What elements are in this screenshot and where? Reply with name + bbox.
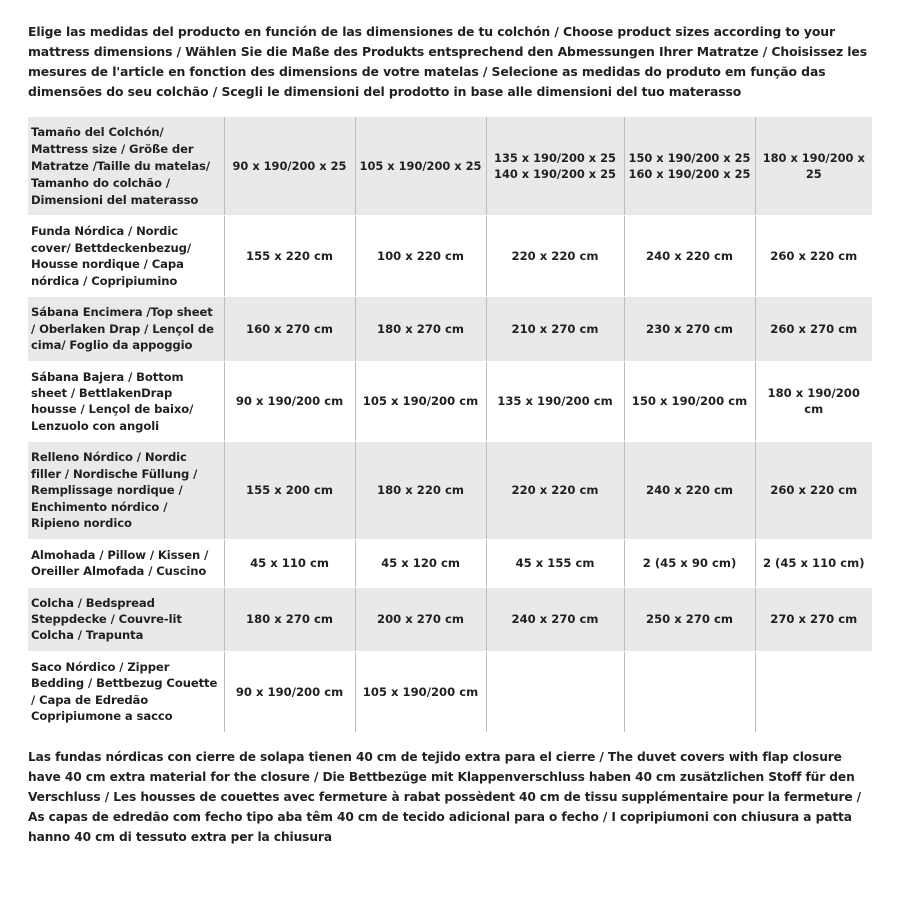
- table-row: [28, 539, 872, 587]
- row-cell: 45 x 155 cm: [486, 539, 624, 587]
- row-cell: 2 (45 x 110 cm): [755, 539, 872, 587]
- row-cell: 45 x 110 cm: [224, 539, 355, 587]
- row-cell: 100 x 220 cm: [355, 216, 486, 297]
- row-cell: 180 x 270 cm: [224, 587, 355, 651]
- row-cell: 180 x 190/200 cm: [755, 361, 872, 442]
- row-cell: 240 x 220 cm: [624, 442, 755, 539]
- header-rowhead: Tamaño del Colchón/ Mattress size / Größe der Matratze /Taille du matelas/ Tamanho do colchão / Dimensioni del materasso: [28, 117, 224, 216]
- row-label: Relleno Nórdico / Nordic filler / Nordische Füllung / Remplissage nordique / Enchimento nórdico / Ripieno nordico: [28, 442, 224, 539]
- intro-paragraph: Elige las medidas del producto en función de las dimensiones de tu colchón / Choose product sizes according to your mattress dimensions / Wählen Sie die Maße des Produkts entsprechend den Abmessungen Ihrer Matratze / Choisissez les mesures de l'article en fonction des dimensions de votre matelas / Selecione as medidas do produto em função das dimensões do seu colchão / Scegli le dimensioni del prodotto in base alle dimensioni del tuo materasso: [28, 24, 867, 100]
- header-col-4: [624, 117, 755, 216]
- row-cell: 260 x 220 cm: [755, 216, 872, 297]
- row-cell: 90 x 190/200 cm: [224, 361, 355, 442]
- row-cell: 260 x 220 cm: [755, 442, 872, 539]
- row-cell: 260 x 270 cm: [755, 297, 872, 361]
- header-col-2: 105 x 190/200 x 25: [355, 117, 486, 216]
- row-cell: 220 x 220 cm: [486, 442, 624, 539]
- row-label: Funda Nórdica / Nordic cover/ Bettdeckenbezug/ Housse nordique / Capa nórdica / Copripiumino: [28, 216, 224, 297]
- row-cell: 250 x 270 cm: [624, 587, 755, 651]
- row-cell: 240 x 270 cm: [486, 587, 624, 651]
- header-col-4-line1: 150 x 190/200 x 25: [628, 151, 751, 166]
- header-col-3: [486, 117, 624, 216]
- row-cell: 45 x 120 cm: [355, 539, 486, 587]
- row-cell: 135 x 190/200 cm: [486, 361, 624, 442]
- row-cell: [486, 651, 624, 732]
- row-cell: 105 x 190/200 cm: [355, 651, 486, 732]
- row-cell: 180 x 220 cm: [355, 442, 486, 539]
- row-cell: 155 x 200 cm: [224, 442, 355, 539]
- row-cell: 220 x 220 cm: [486, 216, 624, 297]
- mattress-size-table: [28, 116, 872, 732]
- row-label: Colcha / Bedspread Steppdecke / Couvre-lit Colcha / Trapunta: [28, 587, 224, 651]
- table-row: [28, 361, 872, 442]
- row-label: Almohada / Pillow / Kissen / Oreiller Almofada / Cuscino: [28, 539, 224, 587]
- table-header-row: [28, 117, 872, 216]
- row-cell: [624, 651, 755, 732]
- row-label: Sábana Encimera /Top sheet / Oberlaken Drap / Lençol de cima/ Foglio da appoggio: [28, 297, 224, 361]
- header-col-1: 90 x 190/200 x 25: [224, 117, 355, 216]
- row-label: Sábana Bajera / Bottom sheet / BettlakenDrap housse / Lençol de baixo/ Lenzuolo con angoli: [28, 361, 224, 442]
- row-cell: 160 x 270 cm: [224, 297, 355, 361]
- header-col-3-line2: 140 x 190/200 x 25: [494, 167, 616, 182]
- row-cell: 155 x 220 cm: [224, 216, 355, 297]
- table-row: [28, 587, 872, 651]
- table-row: [28, 442, 872, 539]
- row-cell: 150 x 190/200 cm: [624, 361, 755, 442]
- row-cell: 2 (45 x 90 cm): [624, 539, 755, 587]
- row-cell: [755, 651, 872, 732]
- row-cell: 270 x 270 cm: [755, 587, 872, 651]
- row-cell: 180 x 270 cm: [355, 297, 486, 361]
- row-label: Saco Nórdico / Zipper Bedding / Bettbezug Couette / Capa de Edredão Copripiumone a sacco: [28, 651, 224, 732]
- row-cell: 210 x 270 cm: [486, 297, 624, 361]
- header-col-4-line2: 160 x 190/200 x 25: [628, 167, 751, 182]
- table-row: [28, 216, 872, 297]
- table-row: [28, 297, 872, 361]
- footnote-paragraph: Las fundas nórdicas con cierre de solapa tienen 40 cm de tejido extra para el cierre / The duvet covers with flap closure have 40 cm extra material for the closure / Die Bettbezüge mit Klappenverschluss haben 40 cm zusätzlichen Stoff für den Verschluss / Les housses de couettes avec fermeture à rabat possèdent 40 cm de tissu supplémentaire pour la fermeture / As capas de edredão com fecho tipo aba têm 40 cm de tecido adicional para o fecho / I copripiumoni con chiusura a patta hanno 40 cm di tessuto extra per la chiusura: [28, 749, 862, 844]
- row-cell: 230 x 270 cm: [624, 297, 755, 361]
- row-cell: 105 x 190/200 cm: [355, 361, 486, 442]
- row-cell: 200 x 270 cm: [355, 587, 486, 651]
- table-row: [28, 651, 872, 732]
- header-col-3-line1: 135 x 190/200 x 25: [494, 151, 616, 166]
- header-col-5: 180 x 190/200 x 25: [755, 117, 872, 216]
- row-cell: 90 x 190/200 cm: [224, 651, 355, 732]
- row-cell: 240 x 220 cm: [624, 216, 755, 297]
